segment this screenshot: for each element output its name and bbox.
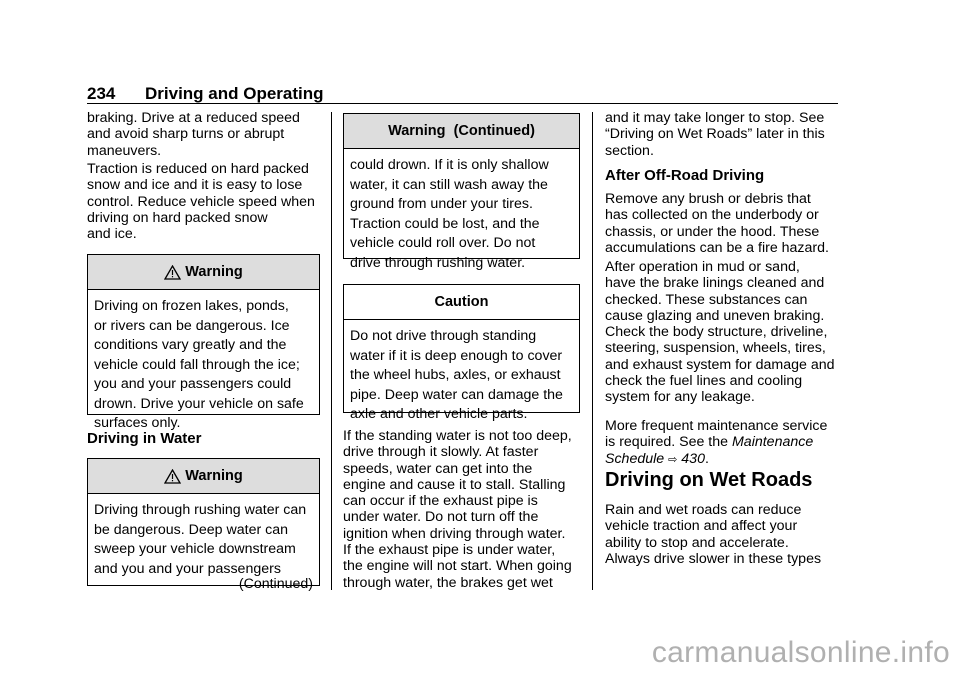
warning-header: Warning (Continued) [344,114,579,149]
warning-body: Driving through rushing water can be dangerous. Deep water can sweep your vehicle downstream and you and your passengers [94,502,307,577]
page-ref[interactable]: 430 [681,450,705,467]
paragraph: After operation in mud or sand, have the brake linings cleaned and checked. These substances can cause glazing and uneven braking. Check the body structure, driveline, steering, suspension, wheels, tires, and exhaust system for damage and check the fuel lines and cooling system for any leakage. [605,259,835,406]
section-heading: Driving on Wet Roads [605,469,813,491]
header-rule [87,103,838,104]
warning-box [87,254,320,431]
paragraph [605,418,845,468]
text: . [704,450,709,467]
paragraph: Remove any brush or debris that has collected on the underbody or chassis, or under the hood. These accumulations can be a fire hazard. [605,191,829,256]
watermark: carmanualsonline.info [651,636,950,669]
paragraph: Traction is reduced on hard packed snow and ice and it is easy to lose control. Reduce vehicle speed when driving on hard packed snow and ice. [87,161,315,243]
caution-box [343,284,580,422]
warning-title: Warning [185,468,243,484]
page-number: 234 [87,84,116,103]
section-heading: After Off-Road Driving [605,167,765,184]
continued-label: (Continued) [238,576,313,592]
caution-header: Caution [344,285,579,320]
column-divider [331,112,332,590]
page-ref-arrow-icon: ⇨ [668,453,678,466]
section-title: Driving and Operating [145,84,324,103]
warning-triangle-icon [164,265,181,280]
column-divider [592,112,593,590]
warning-continued-box [343,113,580,271]
warning-triangle-icon [164,469,181,484]
section-heading: Driving in Water [87,430,202,447]
caution-body: Do not drive through standing water if it is deep enough to cover the wheel hubs, axles, or exhaust pipe. Deep water can damage the axle and other vehicle parts. [350,328,563,422]
warning-title: Warning [185,264,243,280]
warning-header [88,255,319,290]
paragraph: Rain and wet roads can reduce vehicle traction and affect your ability to stop and accelerate. Always drive slower in these types [605,502,822,567]
warning-body: Driving on frozen lakes, ponds, or rivers can be dangerous. Ice conditions vary greatly and the vehicle could fall through the ice; you and your passengers could drown. Drive your vehicle on safe surfaces only. [94,298,304,431]
warning-body: could drown. If it is only shallow water, it can still wash away the ground from under your tires. Traction could be lost, and the vehicle could roll over. Do not drive through rushing water. [350,157,549,271]
warning-box [87,458,320,592]
paragraph: If the standing water is not too deep, drive through it slowly. At faster speeds, water can get into the engine and cause it to stall. Stalling can occur if the exhaust pipe is under water. Do not turn off the ignition when driving through water. If the exhaust pipe is under water, the engine will not start. When going through water, the brakes get wet [343,428,572,591]
paragraph: braking. Drive at a reduced speed and avoid sharp turns or abrupt maneuvers. [87,110,300,159]
page-header [87,84,324,104]
warning-header [88,459,319,494]
cross-reference-link[interactable]: Maintenance Schedule [605,434,814,467]
paragraph: and it may take longer to stop. See “Driving on Wet Roads” later in this section. [605,110,825,159]
text: More frequent maintenance service is required. See the [605,418,828,451]
